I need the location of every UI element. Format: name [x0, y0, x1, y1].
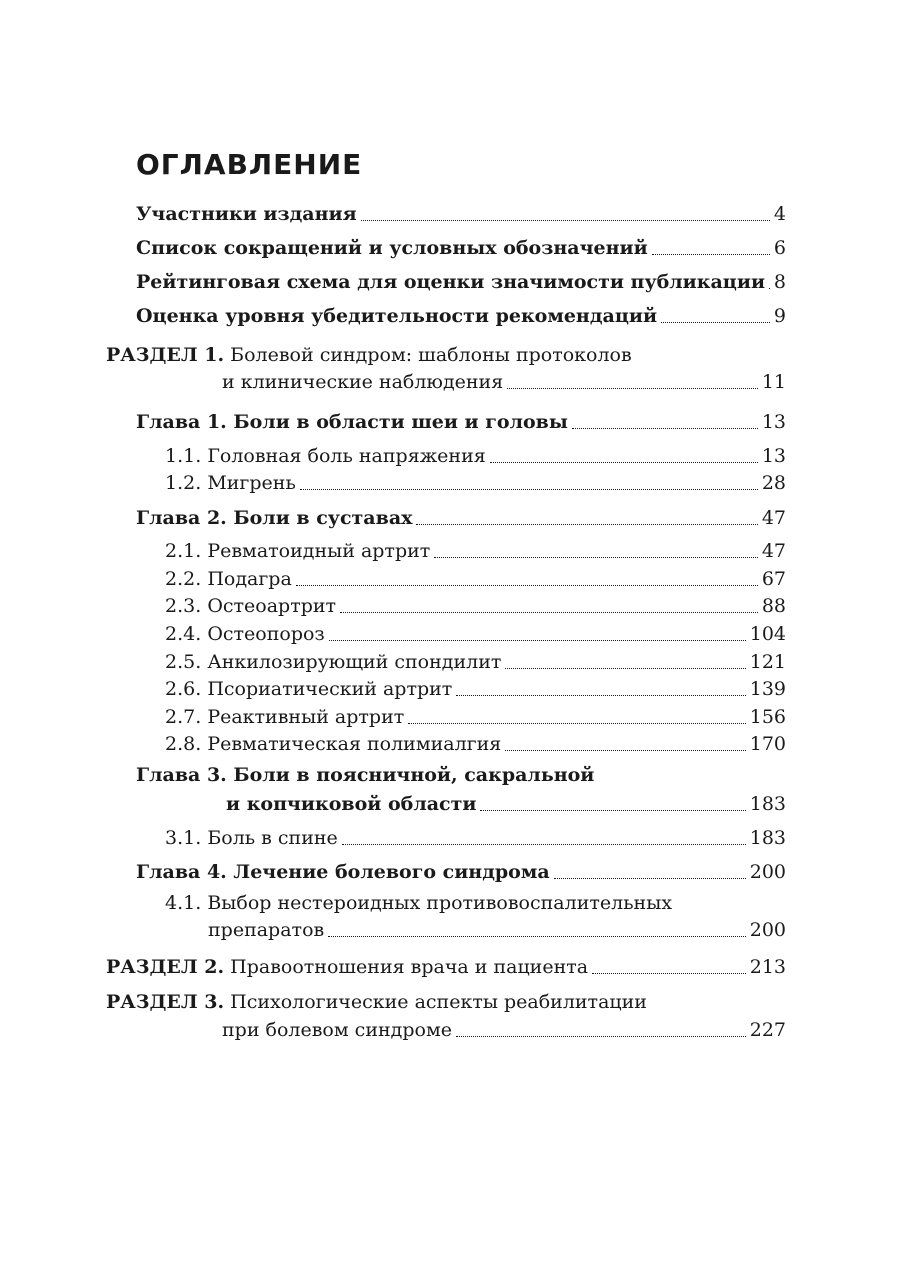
dot-leader — [456, 695, 745, 696]
toc-page-number: 183 — [749, 827, 786, 849]
subsection-title: 2.1. Ревматоидный артрит — [165, 540, 431, 562]
dot-leader — [480, 810, 745, 811]
toc-chapter-4[interactable] — [136, 856, 786, 884]
dot-leader — [505, 750, 745, 751]
subsection-title-line1: Выбор нестероидных противовоспалительных — [207, 892, 673, 914]
section-title-line2: при болевом синдроме — [222, 1019, 452, 1041]
toc-entry-recommendation-level[interactable] — [136, 300, 786, 328]
dot-leader — [572, 428, 758, 429]
toc-chapter-2[interactable] — [136, 502, 786, 530]
subsection-title: 2.6. Псориатический артрит — [165, 678, 453, 700]
toc-page-number: 170 — [749, 733, 786, 755]
subsection-title: 2.8. Ревматическая полимиалгия — [165, 733, 502, 755]
toc-page-number: 156 — [749, 706, 786, 728]
dot-leader — [296, 585, 758, 586]
section-label: РАЗДЕЛ 3. — [106, 991, 225, 1013]
chapter-title: Глава 1. Боли в области шеи и головы — [136, 411, 568, 433]
toc-entry-title: Список сокращений и условных обозначений — [136, 237, 648, 259]
section-title-line1: Болевой синдром: шаблоны протоколов — [230, 344, 632, 366]
section-label: РАЗДЕЛ 2. — [106, 956, 225, 978]
dot-leader — [416, 524, 757, 525]
subsection-title: 2.4. Остеопороз — [165, 623, 325, 645]
toc-section-2[interactable] — [106, 951, 786, 979]
dot-leader — [329, 640, 746, 641]
toc-subsection-2-6[interactable] — [165, 673, 786, 701]
subsection-title: 3.1. Боль в спине — [165, 827, 338, 849]
toc-page-number: 67 — [761, 568, 786, 590]
toc-page-number: 104 — [749, 623, 786, 645]
subsection-title-line2: препаратов — [208, 919, 325, 941]
toc-subsection-1-2[interactable] — [165, 467, 786, 495]
toc-section-1-heading[interactable] — [106, 342, 632, 368]
toc-chapter-3-heading[interactable] — [136, 762, 594, 788]
toc-entry-contributors[interactable] — [136, 198, 786, 226]
subsection-title: 1.2. Мигрень — [165, 472, 296, 494]
dot-leader — [408, 723, 745, 724]
toc-page-number: 200 — [749, 861, 786, 883]
dot-leader — [300, 489, 758, 490]
toc-subsection-2-4[interactable] — [165, 618, 786, 646]
toc-page-number: 13 — [761, 411, 786, 433]
toc-chapter-3-continued[interactable] — [226, 788, 786, 816]
toc-section-1-continued[interactable] — [222, 366, 786, 394]
subsection-number: 4.1. — [165, 892, 202, 914]
toc-subsection-4-1-heading[interactable] — [165, 890, 672, 916]
dot-leader — [342, 844, 746, 845]
toc-page-number: 13 — [761, 445, 786, 467]
subsection-title: 2.7. Реактивный артрит — [165, 706, 405, 728]
toc-entry-title: Оценка уровня убедительности рекомендаций — [136, 305, 658, 327]
toc-subsection-4-1-continued[interactable] — [208, 914, 786, 942]
toc-page-number: 28 — [761, 472, 786, 494]
dot-leader — [652, 254, 770, 255]
subsection-title: 2.5. Анкилозирующий спондилит — [165, 651, 502, 673]
toc-page-number: 47 — [761, 540, 786, 562]
subsection-title: 2.2. Подагра — [165, 568, 292, 590]
toc-page-number: 11 — [761, 371, 786, 393]
toc-page-number: 6 — [773, 237, 786, 259]
toc-subsection-2-3[interactable] — [165, 590, 786, 618]
subsection-title: 2.3. Остеоартрит — [165, 595, 337, 617]
toc-subsection-1-1[interactable] — [165, 440, 786, 468]
toc-page-number: 183 — [749, 793, 786, 815]
toc-page-number: 139 — [749, 678, 786, 700]
section-title: Правоотношения врача и пациента — [230, 956, 589, 978]
toc-entry-title: Рейтинговая схема для оценки значимости публикации — [136, 271, 766, 293]
toc-subsection-3-1[interactable] — [165, 822, 786, 850]
section-title-line1: Психологические аспекты реабилитации — [230, 991, 647, 1013]
toc-page-number: 121 — [749, 651, 786, 673]
toc-page-number: 47 — [761, 507, 786, 529]
toc-entry-abbreviations[interactable] — [136, 232, 786, 260]
toc-entry-title: Участники издания — [136, 203, 357, 225]
toc-page-number: 227 — [749, 1019, 786, 1041]
toc-page-number: 88 — [761, 595, 786, 617]
subsection-title: 1.1. Головная боль напряжения — [165, 445, 486, 467]
page-title: ОГЛАВЛЕНИЕ — [136, 148, 363, 181]
toc-chapter-1[interactable] — [136, 406, 786, 434]
toc-page-number: 4 — [773, 203, 786, 225]
toc-page-number: 9 — [773, 305, 786, 327]
dot-leader — [434, 557, 758, 558]
section-heading — [106, 955, 588, 979]
chapter-title-line2: и копчиковой области — [226, 793, 477, 815]
dot-leader — [554, 878, 746, 879]
section-title-line2: и клинические наблюдения — [222, 371, 504, 393]
toc-section-3-continued[interactable] — [222, 1014, 786, 1042]
toc-page-number: 213 — [749, 956, 786, 978]
dot-leader — [505, 668, 745, 669]
dot-leader — [340, 612, 758, 613]
toc-subsection-2-1[interactable] — [165, 535, 786, 563]
toc-subsection-2-7[interactable] — [165, 701, 786, 729]
toc-section-3-heading[interactable] — [106, 989, 647, 1015]
dot-leader — [661, 322, 770, 323]
toc-subsection-2-2[interactable] — [165, 563, 786, 591]
dot-leader — [490, 462, 758, 463]
chapter-title-line1: Глава 3. Боли в поясничной, сакральной — [136, 764, 595, 786]
dot-leader — [361, 220, 770, 221]
section-label: РАЗДЕЛ 1. — [106, 344, 225, 366]
toc-entry-rating-scheme[interactable] — [136, 266, 786, 294]
chapter-title: Глава 4. Лечение болевого синдрома — [136, 861, 550, 883]
dot-leader — [592, 973, 746, 974]
toc-subsection-2-8[interactable] — [165, 728, 786, 756]
toc-page-number: 200 — [749, 919, 786, 941]
chapter-title: Глава 2. Боли в суставах — [136, 507, 413, 529]
toc-page-number: 8 — [773, 271, 786, 293]
dot-leader — [328, 936, 746, 937]
dot-leader — [769, 288, 770, 289]
dot-leader — [456, 1036, 746, 1037]
toc-subsection-2-5[interactable] — [165, 646, 786, 674]
dot-leader — [507, 388, 758, 389]
